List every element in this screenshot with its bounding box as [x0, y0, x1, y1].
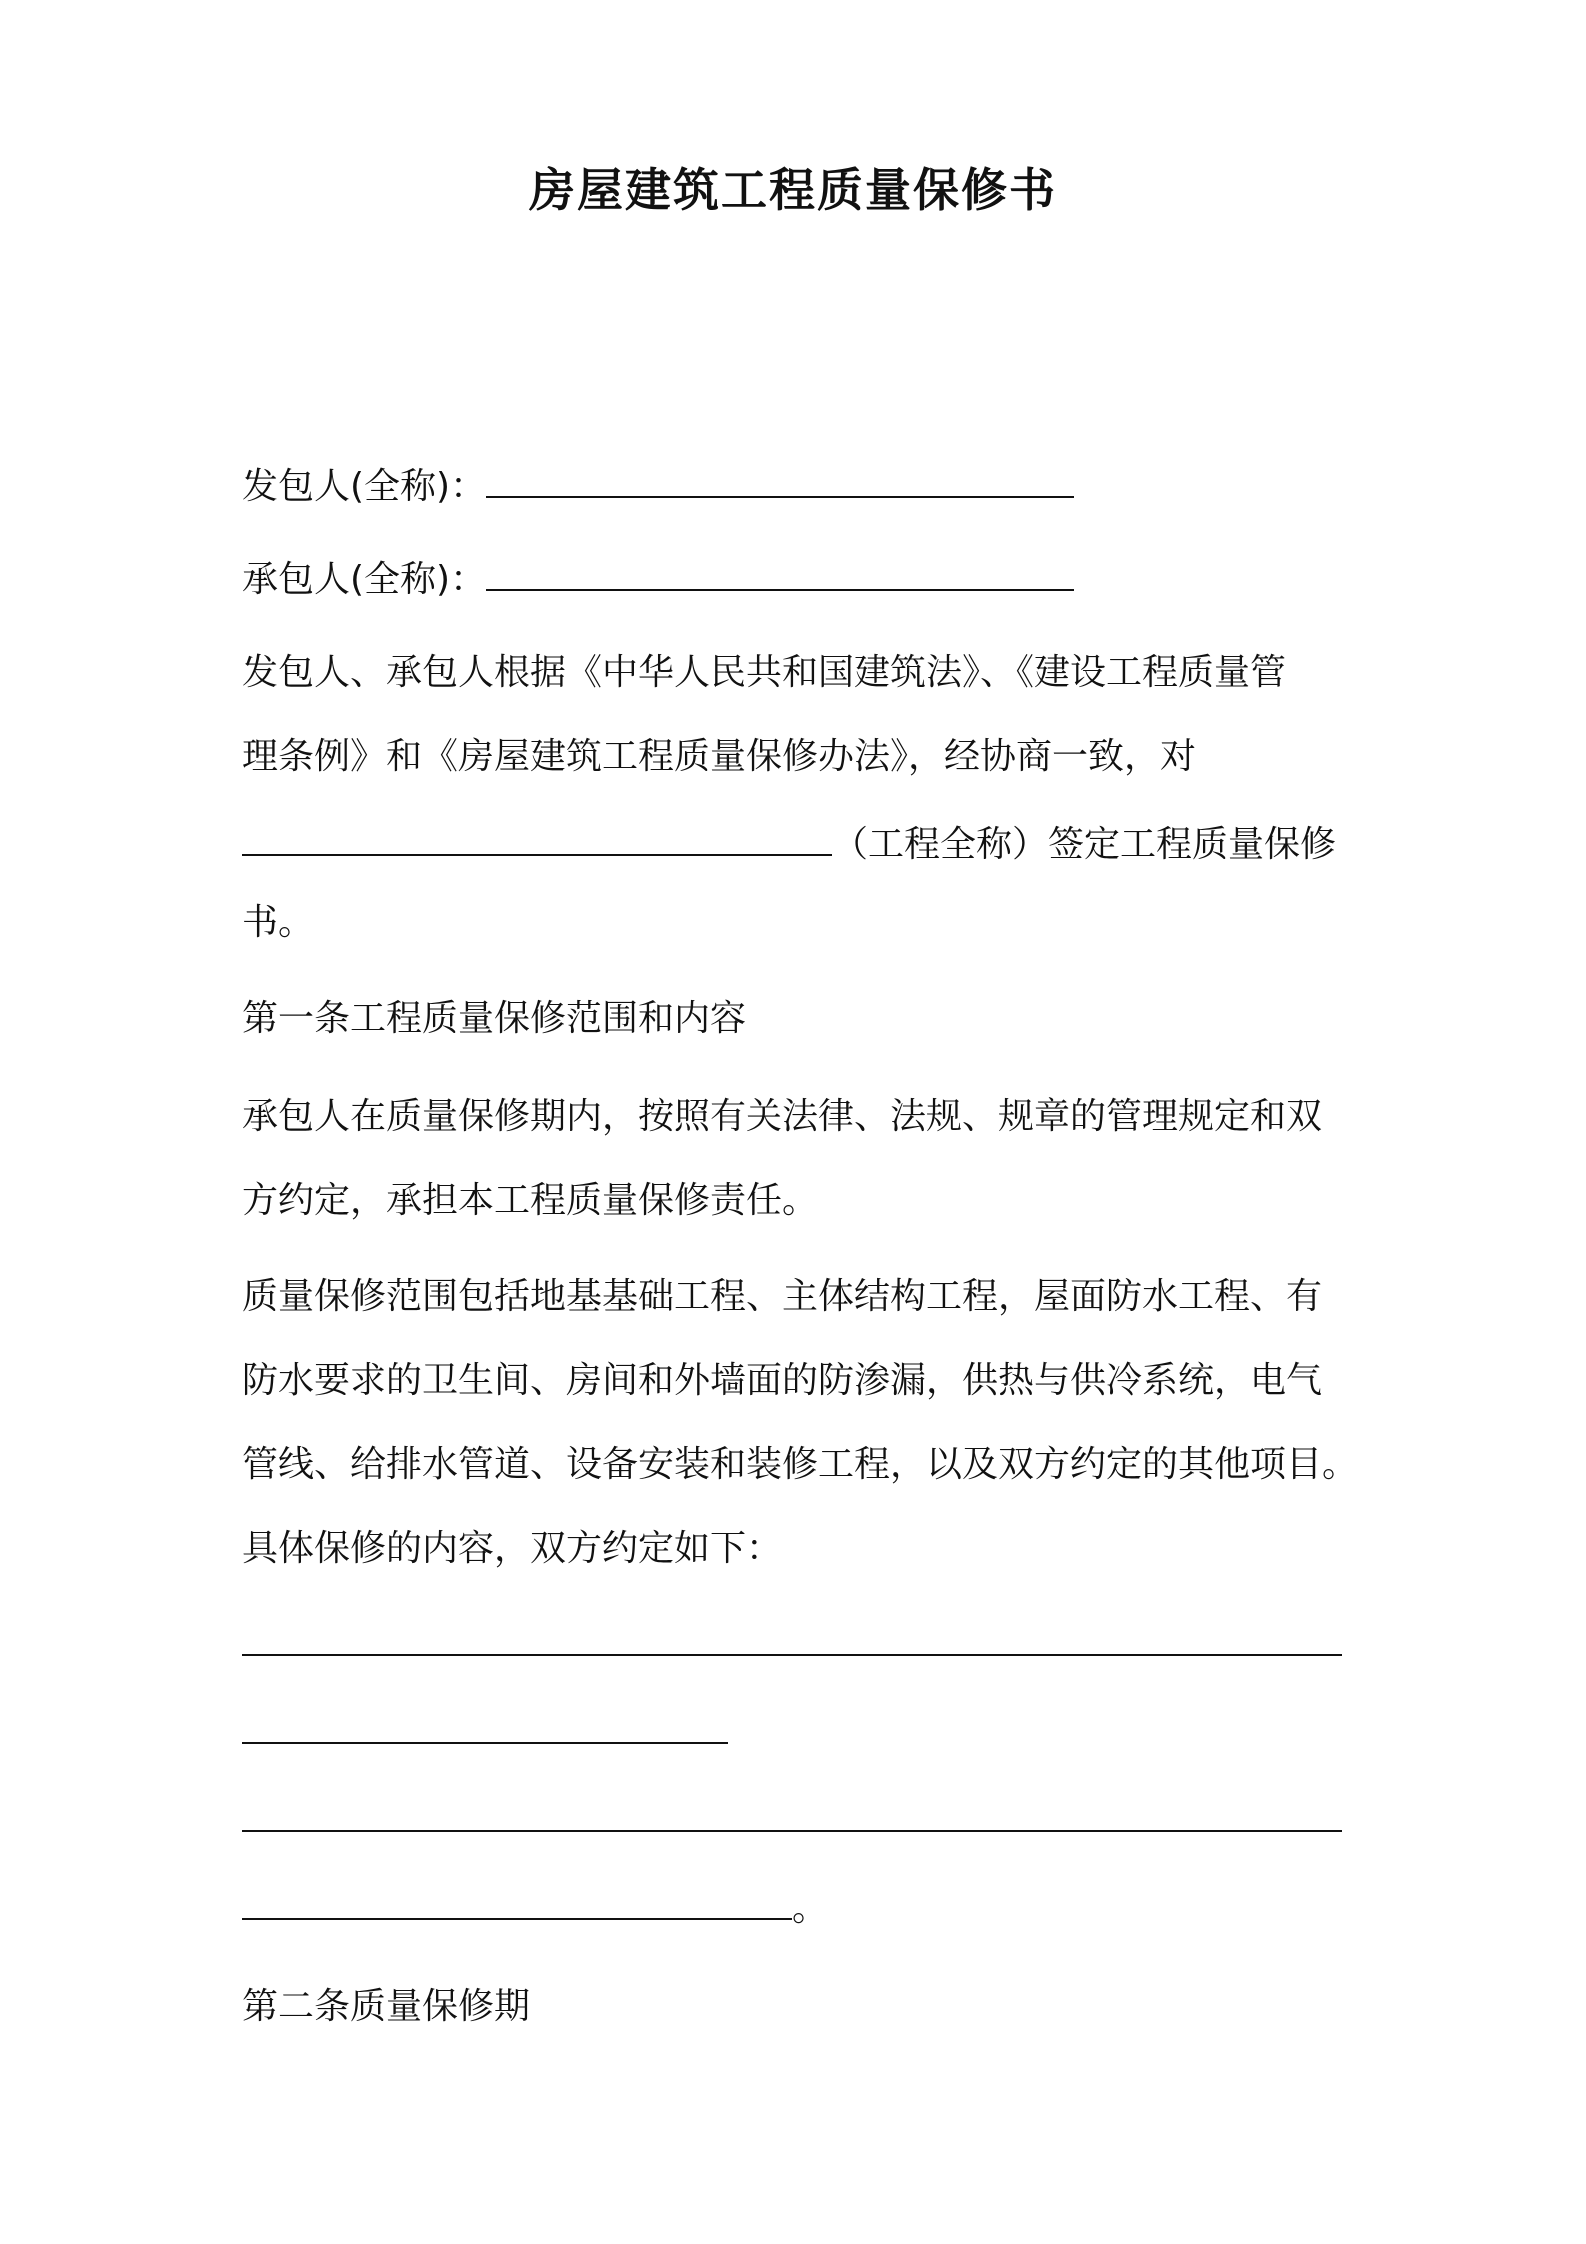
intro-line-3	[242, 820, 1336, 870]
article-1-p2-line-1: 质量保修范围包括地基基础工程、主体结构工程，屋面防水工程、有	[242, 1276, 1323, 1317]
contractor-name-blank[interactable]	[486, 559, 1074, 591]
article-2-heading: 第二条质量保修期	[242, 1986, 531, 2027]
contractor-label: 承包人(全称)：	[242, 559, 487, 600]
content-blank-4[interactable]	[242, 1888, 792, 1920]
employer-label: 发包人(全称)：	[242, 466, 487, 507]
contractor-line	[242, 555, 1074, 605]
employer-line	[242, 462, 1074, 512]
intro-line-2: 理条例》和《房屋建筑工程质量保修办法》，经协商一致，对	[242, 736, 1197, 777]
article-1-p1-line-1: 承包人在质量保修期内，按照有关法律、法规、规章的管理规定和双	[242, 1096, 1323, 1137]
intro-line-4: 书。	[242, 902, 315, 943]
article-1-p2-line-3: 管线、给排水管道、设备安装和装修工程，以及双方约定的其他项目。	[242, 1444, 1359, 1485]
content-blank-line-1	[242, 1620, 1342, 1670]
article-1-p2-line-2: 防水要求的卫生间、房间和外墙面的防渗漏，供热与供冷系统，电气	[242, 1360, 1323, 1401]
employer-name-blank[interactable]	[486, 466, 1074, 498]
article-1-p1-line-2: 方约定，承担本工程质量保修责任。	[242, 1180, 819, 1221]
content-blank-1[interactable]	[242, 1624, 1342, 1656]
article-1-p2-line-4: 具体保修的内容，双方约定如下：	[242, 1528, 783, 1569]
intro-line-3-suffix: （工程全称）签定工程质量保修	[832, 824, 1337, 865]
content-blank-line-3	[242, 1796, 1342, 1846]
document-title: 房屋建筑工程质量保修书	[529, 163, 1057, 217]
content-blank-2[interactable]	[242, 1712, 728, 1744]
content-blank-3[interactable]	[242, 1800, 1342, 1832]
content-blank-period: 。	[792, 1888, 829, 1929]
content-blank-line-2	[242, 1708, 728, 1758]
article-1-heading: 第一条工程质量保修范围和内容	[242, 998, 747, 1039]
intro-line-1: 发包人、承包人根据《中华人民共和国建筑法》、《建设工程质量管	[242, 652, 1287, 693]
project-name-blank[interactable]	[242, 824, 832, 856]
content-blank-line-4	[242, 1884, 828, 1934]
